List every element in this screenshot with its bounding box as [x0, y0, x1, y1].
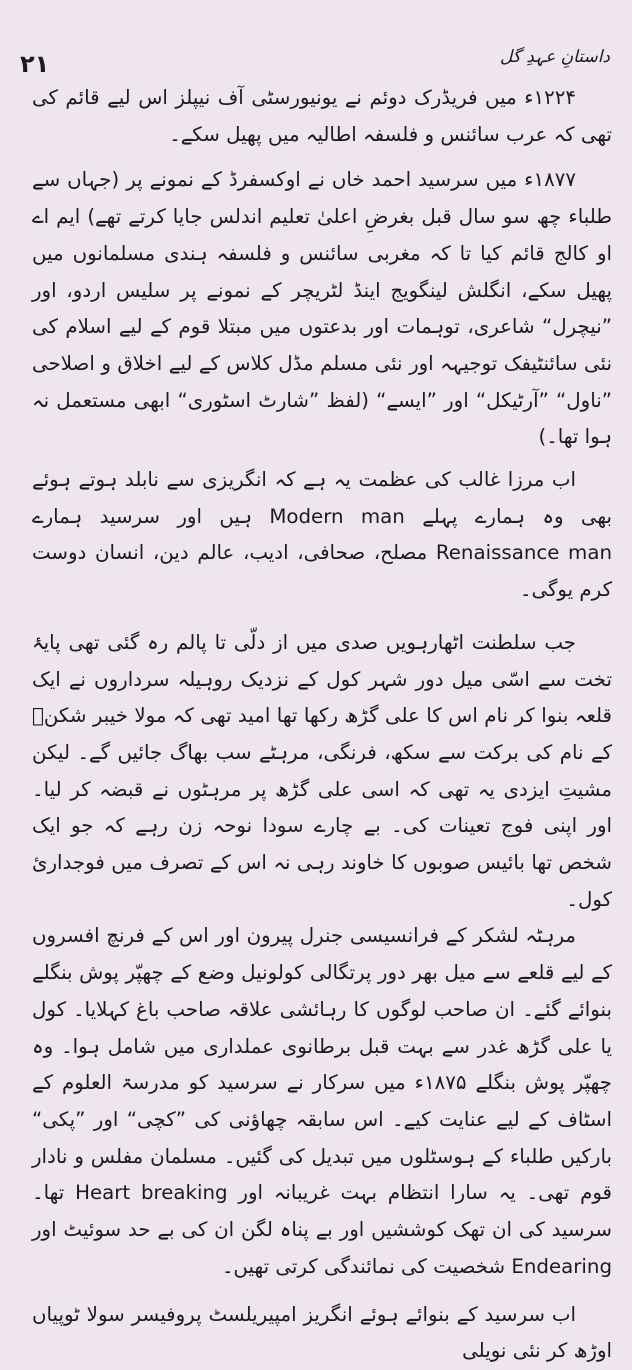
paragraph-mao-college: ۱۸۷۷ء میں سرسید احمد خاں نے اوکسفرڈ کے نمونے پر (جہاں سے طلباء چھ سو سال قبل بغرضِ اعلیٰ تعلیم اندلس جایا کرتے تھے) ایم اے او کالج قائم کیا تا کہ مغربی سائنس و فلسفہ ہندی مسلمانوں میں پھیل سکے، انگلش لینگویج اینڈ لٹریچر کے نمونے پر سلیس اردو، اور ”نیچرل“ شاعری، توہمات اور بدعتوں میں مبتلا قوم کے لیے اسلام کی نئی سائنٹیفک توجیہہ اور نئی مسلم مڈل کلاس کے لیے اخلاق و اصلاحی ”ناول“ ”آرٹیکل“ اور ”ایسے“ (لفظ ”شارٹ اسٹوری“ ابھی مستعمل نہ ہوا تھا۔): [32, 168, 612, 449]
paragraph-naples-university: ۱۲۲۴ء میں فریڈرک دوئم نے یونیورسٹی آف نیپلز اس لیے قائم کی تھی کہ عرب سائنس و فلسفہ اطالیہ میں پھیل سکے۔: [32, 86, 612, 146]
paragraph-professors: اب سرسید کے بنوائے ہوئے انگریز امپیریلسٹ پروفیسر سولا ٹوپیاں اوڑھ کر نئی نویلی: [32, 1302, 612, 1363]
page-number: ۲۱: [20, 50, 50, 78]
page-header: [0, 40, 632, 80]
paragraph-aligarh-history: جب سلطنت اٹھارہویں صدی میں از دلّی تا پالم رہ گئی تھی پایۂ تخت سے اسّی میل دور شہر کول کے نزدیک روہیلہ سرداروں نے ایک قلعہ بنوا کر نام اس کا علی گڑھ رکھا تھا امید تھی کہ مولا خیبر شکنؑ کے نام کی برکت سے سکھ، فرنگی، مرہٹے سب بھاگ جائیں گے۔ لیکن مشیتِ ایزدی یہ تھی کہ اسی علی گڑھ پر مرہٹوں نے قبضہ کر لیا۔ اور اپنی فوج تعینات کی۔ بے چارے سودا نوحہ زن رہے کہ جو ایک شخص تھا بائیس صوبوں کا خاوند رہی نہ اس کے تصرف میں فوجداریٔ کول۔: [32, 630, 612, 911]
paragraph-ghalib-sirsyed: اب مرزا غالب کی عظمت یہ ہے کہ انگریزی سے نابلد ہوتے ہوئے بھی وہ ہمارے پہلے Modern man ہیں اور سرسید ہمارے Renaissance man مصلح، صحافی، ادیب، عالم دین، انسان دوست کرم یوگی۔: [32, 468, 613, 602]
page-body: [32, 80, 613, 1363]
running-head-title: داستانِ عہدِ گل: [499, 47, 610, 67]
paragraph-bungalows: مرہٹہ لشکر کے فرانسیسی جنرل پیرون اور اس کے فرنچ افسروں کے لیے قلعے سے میل بھر دور پرتگالی کولونیل وضع کے چھپّر پوش بنگلے بنوائے گئے۔ ان صاحب لوگوں کا رہائشی علاقہ صاحب باغ کہلایا۔ کول یا علی گڑھ غدر سے بہت قبل برطانوی عملداری میں شامل ہوا۔ وہ چھپّر پوش بنگلے ۱۸۷۵ء میں سرکار نے سرسید کو مدرسۃ العلوم کے اسٹاف کے لیے عنایت کیے۔ اس سابقہ چھاؤنی کی ”کچی“ اور ”پکی“ بارکیں طلباء کے ہوسٹلوں میں تبدیل کی گئیں۔ مسلمان مفلس و نادار قوم تھی۔ یہ سارا انتظام بہت غریبانہ اور Heart breaking تھا۔ سرسید کی ان تھک کوششیں اور بے پناہ لگن ان کی بے حد سوئیٹ اور Endearing شخصیت کی نمائندگی کرتی تھیں۔: [32, 924, 613, 1278]
